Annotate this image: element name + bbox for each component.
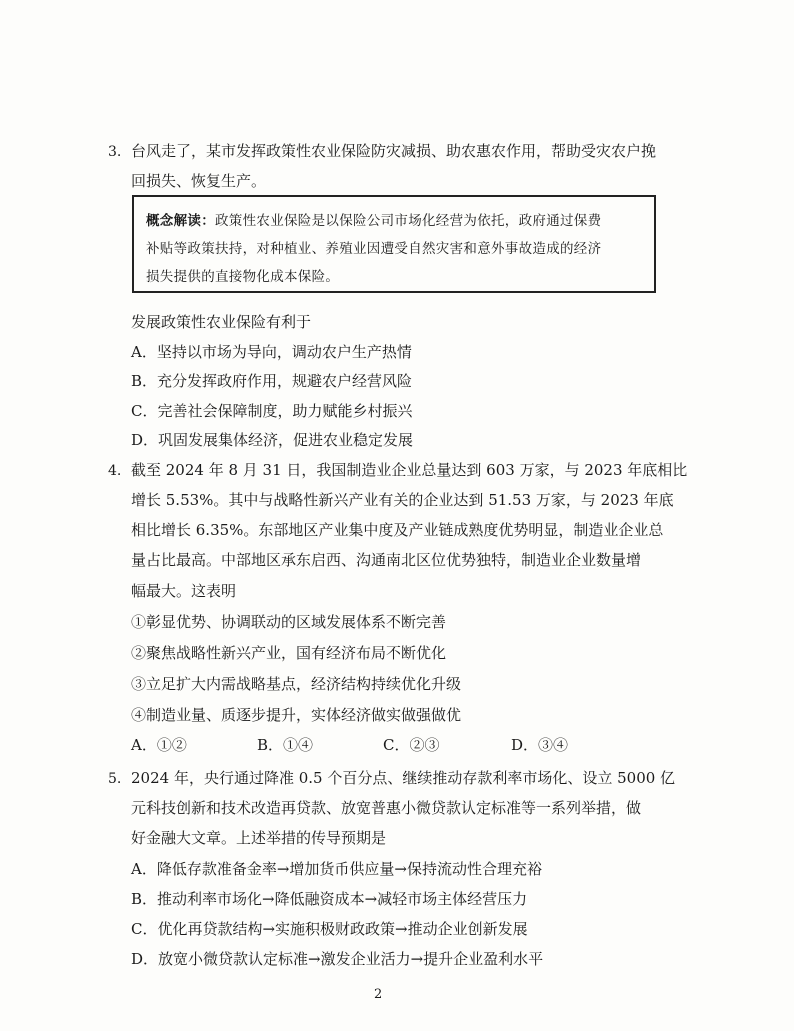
question-4-stem-line-5: 幅最大。这表明 — [131, 582, 237, 600]
question-4-statement-1: ①彰显优势、协调联动的区域发展体系不断完善 — [131, 613, 447, 631]
question-4-option-c: C．②③ — [383, 736, 440, 754]
question-5-option-d: D．放宽小微贷款认定标准→激发企业活力→提升企业盈利水平 — [131, 950, 544, 968]
question-5-option-a: A．降低存款准备金率→增加货币供应量→保持流动性合理充裕 — [131, 860, 542, 878]
question-4-statement-2: ②聚焦战略性新兴产业，国有经济布局不断优化 — [131, 644, 447, 662]
question-3-stem-line-1: 台风走了，某市发挥政策性农业保险防灾减损、助农惠农作用，帮助受灾农户挽 — [131, 142, 657, 160]
question-4-statement-3: ③立足扩大内需战略基点，经济结构持续优化升级 — [131, 675, 462, 693]
concept-line-3: 损失提供的直接物化成本保险。 — [146, 269, 340, 285]
question-5-stem-line-3: 好金融大文章。上述举措的传导预期是 — [131, 829, 387, 847]
question-4-stem-line-2: 增长 5.53%。其中与战略性新兴产业有关的企业达到 51.53 万家，与 2023 年底 — [131, 491, 674, 509]
page-number: 2 — [374, 987, 383, 1002]
question-5-number: 5. — [108, 771, 122, 787]
concept-label: 概念解读： — [146, 213, 215, 229]
question-3-option-a: A．坚持以市场为导向，调动农户生产热情 — [131, 343, 412, 361]
question-4-option-d: D．③④ — [511, 736, 569, 754]
question-3-option-c: C．完善社会保障制度，助力赋能乡村振兴 — [131, 402, 413, 420]
question-5-stem-line-1: 2024 年，央行通过降准 0.5 个百分点、继续推动存款利率市场化、设立 5000 亿 — [131, 769, 676, 787]
question-4-options — [131, 734, 651, 756]
question-5-stem-line-2: 元科技创新和技术改造再贷款、放宽普惠小微贷款认定标准等一系列举措，做 — [131, 799, 642, 817]
question-3-option-d: D．巩固发展集体经济，促进农业稳定发展 — [131, 431, 414, 449]
question-4-option-a: A．①② — [131, 736, 187, 754]
question-4-number: 4. — [108, 463, 122, 479]
concept-line-2: 补贴等政策扶持，对种植业、养殖业因遭受自然灾害和意外事故造成的经济 — [146, 241, 602, 257]
question-3-option-b: B．充分发挥政府作用，规避农户经营风险 — [131, 372, 413, 390]
concept-text-1: 政策性农业保险是以保险公司市场化经营为依托，政府通过保费 — [215, 213, 602, 229]
question-3-prompt: 发展政策性农业保险有利于 — [131, 313, 312, 331]
concept-explanation-box — [132, 195, 656, 293]
question-4-stem-line-3: 相比增长 6.35%。东部地区产业集中度及产业链成熟度优势明显，制造业企业总 — [131, 521, 664, 539]
question-4-stem-line-4: 量占比最高。中部地区承东启西、沟通南北区位优势独特，制造业企业数量增 — [131, 551, 642, 569]
concept-line-1 — [146, 209, 601, 229]
question-4-option-b: B．①④ — [257, 736, 314, 754]
question-4-stem-line-1: 截至 2024 年 8 月 31 日，我国制造业企业总量达到 603 万家，与 2023 年底相比 — [131, 461, 688, 479]
question-5-option-b: B．推动利率市场化→降低融资成本→减轻市场主体经营压力 — [131, 890, 528, 908]
question-4-statement-4: ④制造业量、质逐步提升，实体经济做实做强做优 — [131, 706, 462, 724]
question-3-number: 3. — [108, 144, 122, 160]
question-3-stem-line-2: 回损失、恢复生产。 — [131, 172, 267, 190]
question-5-option-c: C．优化再贷款结构→实施积极财政政策→推动企业创新发展 — [131, 920, 528, 938]
